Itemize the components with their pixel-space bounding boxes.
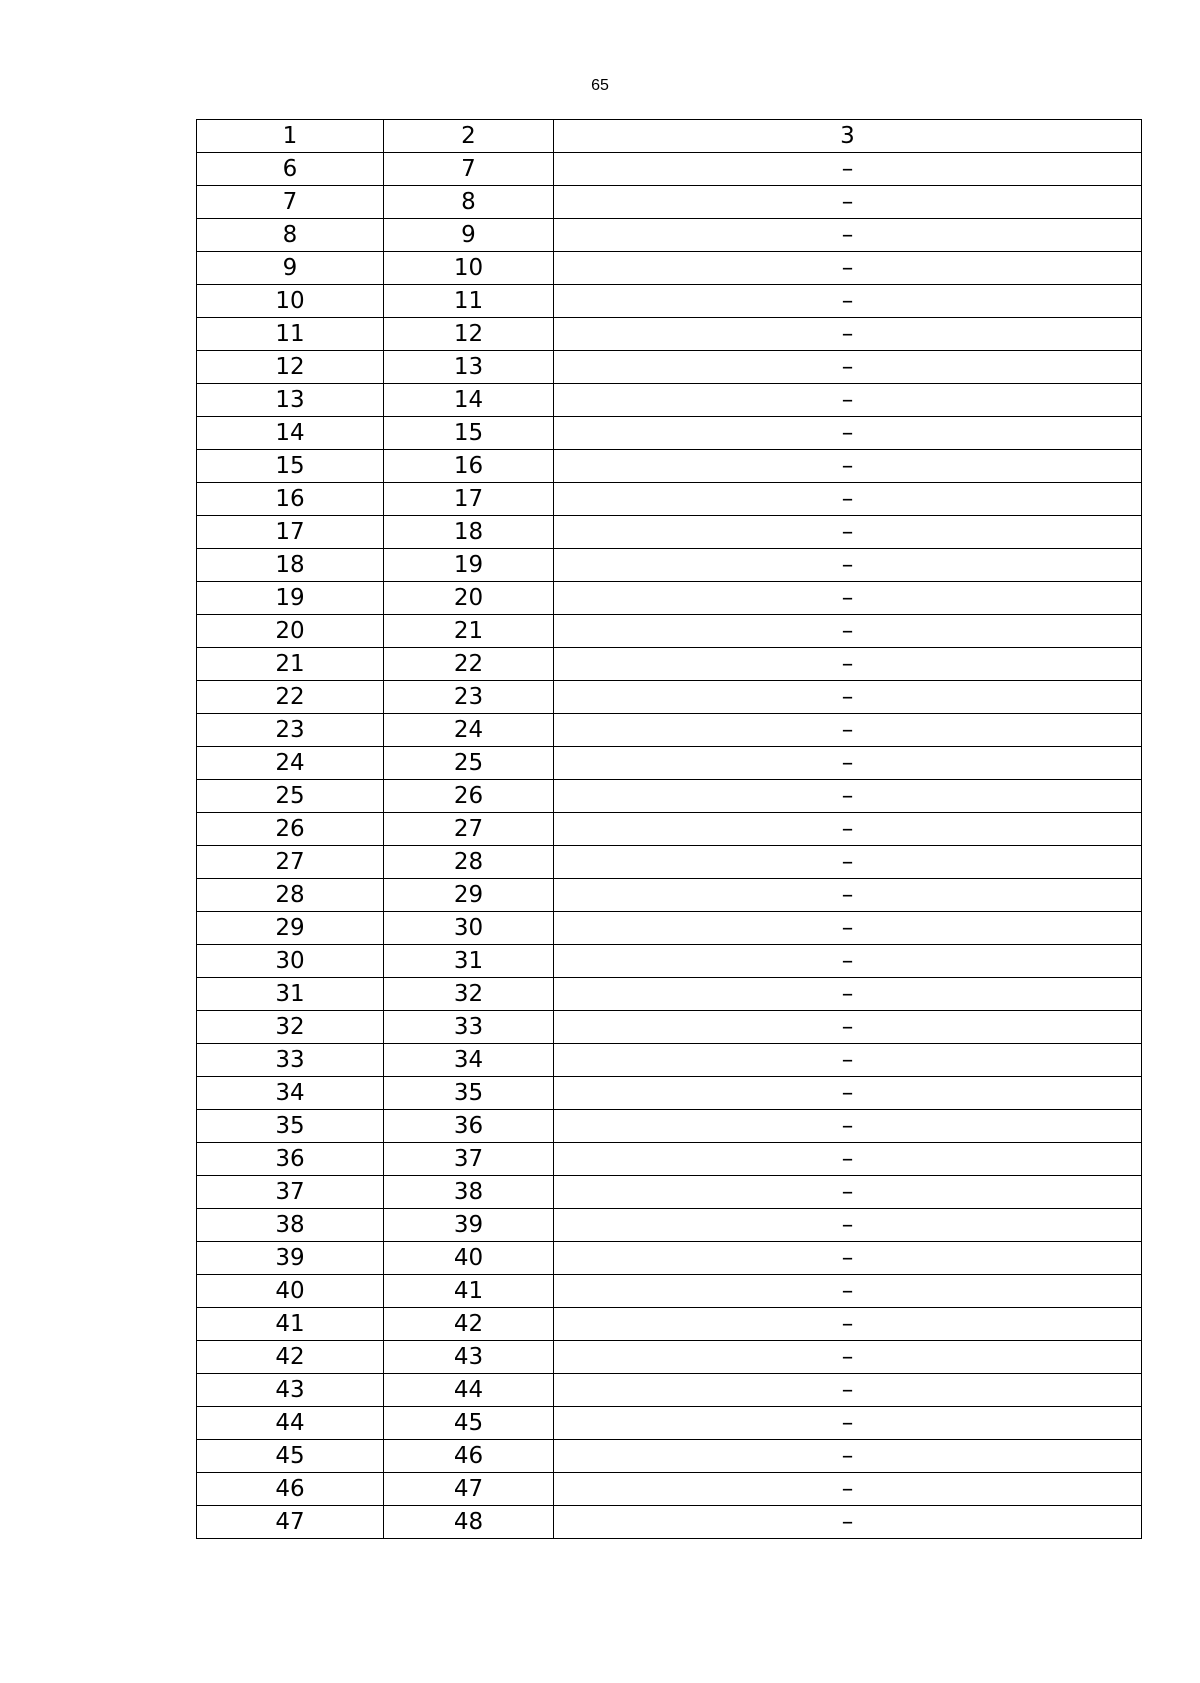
table-cell-col-3: – bbox=[554, 714, 1142, 747]
table-cell-col-1: 10 bbox=[197, 285, 384, 318]
table-row bbox=[197, 1506, 1142, 1539]
table-cell-col-1: 22 bbox=[197, 681, 384, 714]
table-cell-col-1: 9 bbox=[197, 252, 384, 285]
table-cell-col-3: – bbox=[554, 1473, 1142, 1506]
data-table bbox=[196, 119, 1142, 1539]
table-row bbox=[197, 1011, 1142, 1044]
table-row bbox=[197, 846, 1142, 879]
table-cell-col-2: 16 bbox=[384, 450, 554, 483]
table-cell-col-2: 35 bbox=[384, 1077, 554, 1110]
table-row bbox=[197, 1077, 1142, 1110]
table-cell-col-1: 39 bbox=[197, 1242, 384, 1275]
table-cell-col-1: 32 bbox=[197, 1011, 384, 1044]
table-row bbox=[197, 945, 1142, 978]
table-cell-col-3: – bbox=[554, 813, 1142, 846]
table-row bbox=[197, 153, 1142, 186]
table-cell-col-1: 24 bbox=[197, 747, 384, 780]
table-row bbox=[197, 318, 1142, 351]
table-row bbox=[197, 1341, 1142, 1374]
table-cell-col-2: 27 bbox=[384, 813, 554, 846]
table-row bbox=[197, 582, 1142, 615]
table-row bbox=[197, 186, 1142, 219]
table-cell-col-1: 26 bbox=[197, 813, 384, 846]
table-row bbox=[197, 219, 1142, 252]
table-cell-col-3: – bbox=[554, 1044, 1142, 1077]
table-cell-col-1: 29 bbox=[197, 912, 384, 945]
table-row bbox=[197, 549, 1142, 582]
table-cell-col-1: 38 bbox=[197, 1209, 384, 1242]
table-cell-col-3: – bbox=[554, 318, 1142, 351]
table-cell-col-2: 23 bbox=[384, 681, 554, 714]
table-cell-col-2: 33 bbox=[384, 1011, 554, 1044]
table-row bbox=[197, 1176, 1142, 1209]
table-row bbox=[197, 1242, 1142, 1275]
table-row bbox=[197, 1374, 1142, 1407]
table-cell-col-3: – bbox=[554, 1407, 1142, 1440]
table-cell-col-1: 16 bbox=[197, 483, 384, 516]
table-cell-col-2: 18 bbox=[384, 516, 554, 549]
table-cell-col-2: 21 bbox=[384, 615, 554, 648]
table-cell-col-2: 28 bbox=[384, 846, 554, 879]
table-cell-col-3: – bbox=[554, 1077, 1142, 1110]
table-cell-col-3: – bbox=[554, 1011, 1142, 1044]
table-cell-col-2: 37 bbox=[384, 1143, 554, 1176]
table-row bbox=[197, 417, 1142, 450]
table-cell-col-2: 40 bbox=[384, 1242, 554, 1275]
table-cell-col-1: 47 bbox=[197, 1506, 384, 1539]
table-row bbox=[197, 516, 1142, 549]
table-cell-col-2: 15 bbox=[384, 417, 554, 450]
table-cell-col-3: – bbox=[554, 846, 1142, 879]
table-row bbox=[197, 1143, 1142, 1176]
table-cell-col-1: 23 bbox=[197, 714, 384, 747]
table-cell-col-2: 44 bbox=[384, 1374, 554, 1407]
table-cell-col-3: – bbox=[554, 1110, 1142, 1143]
table-row bbox=[197, 1308, 1142, 1341]
table-cell-col-3: – bbox=[554, 978, 1142, 1011]
table-cell-col-3: – bbox=[554, 153, 1142, 186]
table-cell-col-3: – bbox=[554, 351, 1142, 384]
table-row bbox=[197, 747, 1142, 780]
table-cell-col-1: 18 bbox=[197, 549, 384, 582]
table-cell-col-1: 21 bbox=[197, 648, 384, 681]
table-cell-col-3: – bbox=[554, 681, 1142, 714]
table-row bbox=[197, 780, 1142, 813]
table-body bbox=[197, 120, 1142, 1539]
table-cell-col-2: 31 bbox=[384, 945, 554, 978]
table-cell-col-3: – bbox=[554, 648, 1142, 681]
table-cell-col-1: 14 bbox=[197, 417, 384, 450]
table-cell-col-3: – bbox=[554, 549, 1142, 582]
table-cell-col-2: 10 bbox=[384, 252, 554, 285]
table-cell-col-3: – bbox=[554, 879, 1142, 912]
table-cell-col-1: 41 bbox=[197, 1308, 384, 1341]
table-cell-col-1: 36 bbox=[197, 1143, 384, 1176]
table-row bbox=[197, 714, 1142, 747]
table-cell-col-1: 35 bbox=[197, 1110, 384, 1143]
table-cell-col-1: 45 bbox=[197, 1440, 384, 1473]
table-cell-col-1: 44 bbox=[197, 1407, 384, 1440]
table-cell-col-1: 11 bbox=[197, 318, 384, 351]
table-cell-col-3: – bbox=[554, 780, 1142, 813]
table-row bbox=[197, 978, 1142, 1011]
table-row bbox=[197, 1440, 1142, 1473]
table-cell-col-3: – bbox=[554, 384, 1142, 417]
table-cell-col-3: – bbox=[554, 1341, 1142, 1374]
table-cell-col-1: 25 bbox=[197, 780, 384, 813]
table-cell-col-2: 41 bbox=[384, 1275, 554, 1308]
table-cell-col-1: 19 bbox=[197, 582, 384, 615]
header-cell-1: 1 bbox=[197, 120, 384, 153]
table-cell-col-2: 20 bbox=[384, 582, 554, 615]
table-cell-col-3: – bbox=[554, 483, 1142, 516]
table-cell-col-1: 6 bbox=[197, 153, 384, 186]
header-row bbox=[197, 120, 1142, 153]
table-cell-col-2: 30 bbox=[384, 912, 554, 945]
table-cell-col-2: 48 bbox=[384, 1506, 554, 1539]
table-cell-col-2: 25 bbox=[384, 747, 554, 780]
table-cell-col-3: – bbox=[554, 285, 1142, 318]
table-cell-col-2: 24 bbox=[384, 714, 554, 747]
table-cell-col-1: 31 bbox=[197, 978, 384, 1011]
table-cell-col-2: 13 bbox=[384, 351, 554, 384]
header-cell-2: 2 bbox=[384, 120, 554, 153]
table-cell-col-2: 7 bbox=[384, 153, 554, 186]
table-row bbox=[197, 813, 1142, 846]
table-cell-col-1: 20 bbox=[197, 615, 384, 648]
table-row bbox=[197, 1275, 1142, 1308]
table-row bbox=[197, 879, 1142, 912]
table-cell-col-3: – bbox=[554, 747, 1142, 780]
table-cell-col-3: – bbox=[554, 1176, 1142, 1209]
table-cell-col-3: – bbox=[554, 186, 1142, 219]
table-cell-col-1: 37 bbox=[197, 1176, 384, 1209]
table-cell-col-2: 8 bbox=[384, 186, 554, 219]
table-cell-col-3: – bbox=[554, 1308, 1142, 1341]
table-cell-col-2: 39 bbox=[384, 1209, 554, 1242]
table-cell-col-3: – bbox=[554, 516, 1142, 549]
table-cell-col-1: 17 bbox=[197, 516, 384, 549]
table-cell-col-3: – bbox=[554, 1506, 1142, 1539]
table-cell-col-3: – bbox=[554, 615, 1142, 648]
table-row bbox=[197, 450, 1142, 483]
table-cell-col-2: 47 bbox=[384, 1473, 554, 1506]
table-cell-col-3: – bbox=[554, 1440, 1142, 1473]
table-cell-col-1: 30 bbox=[197, 945, 384, 978]
table-row bbox=[197, 1407, 1142, 1440]
table-cell-col-1: 15 bbox=[197, 450, 384, 483]
table-cell-col-3: – bbox=[554, 582, 1142, 615]
table-cell-col-2: 46 bbox=[384, 1440, 554, 1473]
table-cell-col-3: – bbox=[554, 1242, 1142, 1275]
table-cell-col-3: – bbox=[554, 219, 1142, 252]
table-cell-col-1: 27 bbox=[197, 846, 384, 879]
table-cell-col-1: 33 bbox=[197, 1044, 384, 1077]
table-cell-col-3: – bbox=[554, 417, 1142, 450]
table-row bbox=[197, 648, 1142, 681]
table-row bbox=[197, 384, 1142, 417]
table-cell-col-3: – bbox=[554, 1143, 1142, 1176]
table-cell-col-3: – bbox=[554, 945, 1142, 978]
table-cell-col-2: 9 bbox=[384, 219, 554, 252]
table-cell-col-2: 29 bbox=[384, 879, 554, 912]
table-row bbox=[197, 1110, 1142, 1143]
header-cell-3: 3 bbox=[554, 120, 1142, 153]
table-cell-col-1: 13 bbox=[197, 384, 384, 417]
page-number: 65 bbox=[591, 77, 609, 94]
table-row bbox=[197, 1209, 1142, 1242]
table-cell-col-1: 46 bbox=[197, 1473, 384, 1506]
table-cell-col-2: 22 bbox=[384, 648, 554, 681]
table-row bbox=[197, 1044, 1142, 1077]
table-cell-col-2: 26 bbox=[384, 780, 554, 813]
table-cell-col-3: – bbox=[554, 1275, 1142, 1308]
table-cell-col-1: 7 bbox=[197, 186, 384, 219]
table-cell-col-2: 36 bbox=[384, 1110, 554, 1143]
table-row bbox=[197, 285, 1142, 318]
table-cell-col-2: 38 bbox=[384, 1176, 554, 1209]
table-row bbox=[197, 1473, 1142, 1506]
table-row bbox=[197, 615, 1142, 648]
table-cell-col-3: – bbox=[554, 912, 1142, 945]
table-cell-col-2: 32 bbox=[384, 978, 554, 1011]
table-cell-col-2: 34 bbox=[384, 1044, 554, 1077]
table-cell-col-2: 12 bbox=[384, 318, 554, 351]
table-cell-col-1: 8 bbox=[197, 219, 384, 252]
table-row bbox=[197, 681, 1142, 714]
table-cell-col-1: 42 bbox=[197, 1341, 384, 1374]
table-cell-col-2: 45 bbox=[384, 1407, 554, 1440]
table-cell-col-2: 11 bbox=[384, 285, 554, 318]
table-row bbox=[197, 252, 1142, 285]
table-cell-col-2: 43 bbox=[384, 1341, 554, 1374]
table-row bbox=[197, 483, 1142, 516]
table-cell-col-1: 28 bbox=[197, 879, 384, 912]
table-cell-col-2: 14 bbox=[384, 384, 554, 417]
table-cell-col-3: – bbox=[554, 1209, 1142, 1242]
table-row bbox=[197, 351, 1142, 384]
table-cell-col-2: 42 bbox=[384, 1308, 554, 1341]
table-row bbox=[197, 912, 1142, 945]
table-cell-col-1: 40 bbox=[197, 1275, 384, 1308]
table-cell-col-3: – bbox=[554, 1374, 1142, 1407]
table-cell-col-3: – bbox=[554, 252, 1142, 285]
table-cell-col-1: 43 bbox=[197, 1374, 384, 1407]
table-cell-col-1: 12 bbox=[197, 351, 384, 384]
table-cell-col-1: 34 bbox=[197, 1077, 384, 1110]
table-cell-col-2: 19 bbox=[384, 549, 554, 582]
table-cell-col-2: 17 bbox=[384, 483, 554, 516]
table-cell-col-3: – bbox=[554, 450, 1142, 483]
